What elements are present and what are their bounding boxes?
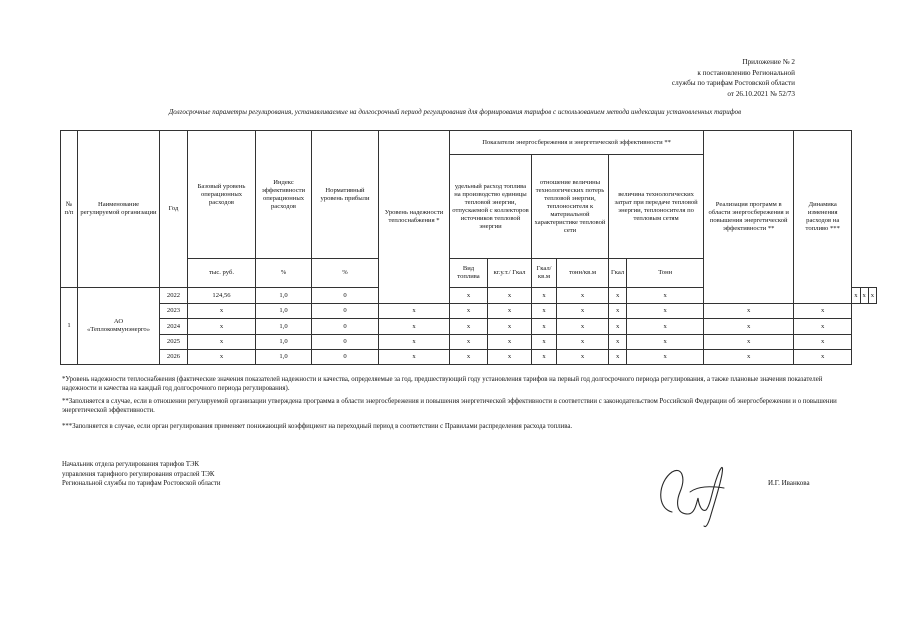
cell-index: 1,0	[256, 350, 312, 365]
appendix-header	[600, 57, 795, 99]
cell: x	[488, 319, 532, 335]
cell: x	[609, 350, 627, 365]
cell-year: 2025	[160, 335, 188, 350]
cell-base: 124,56	[188, 288, 256, 304]
table-row	[61, 350, 877, 365]
position-line: Начальник отдела регулирования тарифов ТЭК	[62, 461, 200, 468]
signatory-name: И.Г. Иванкова	[768, 479, 810, 487]
table-row	[61, 319, 877, 335]
unit-profit: %	[312, 259, 379, 288]
cell-index: 1,0	[256, 319, 312, 335]
cell: x	[557, 335, 609, 350]
header-org: Наименование регулируемой организации	[78, 131, 160, 288]
cell: x	[704, 335, 794, 350]
cell: x	[532, 304, 557, 319]
cell: x	[488, 304, 532, 319]
cell-base: x	[188, 304, 256, 319]
unit-fuel: кг.у.т./ Гкал	[488, 259, 532, 288]
cell: x	[794, 335, 852, 350]
cell-base: x	[188, 335, 256, 350]
cell-profit: 0	[312, 319, 379, 335]
header-base: Базовый уровень операционных расходов	[188, 131, 256, 259]
cell: x	[488, 335, 532, 350]
cell-reliability: x	[379, 304, 450, 319]
table-row	[61, 304, 877, 319]
cell: x	[557, 319, 609, 335]
header-index: Индекс эффективности операционных расходов	[256, 131, 312, 259]
cell: x	[450, 319, 488, 335]
unit-base: тыс. руб.	[188, 259, 256, 288]
org-name: АО «Теплокоммунэнерго»	[78, 288, 160, 365]
handwritten-signature	[650, 452, 730, 530]
cell: x	[557, 304, 609, 319]
cell: x	[557, 288, 609, 304]
signatory-position	[62, 460, 221, 489]
cell: x	[794, 319, 852, 335]
cell: x	[794, 350, 852, 365]
cell: x	[488, 350, 532, 365]
cell: x	[852, 288, 860, 304]
unit-val-2: Тонн	[627, 259, 704, 288]
footnote-2: **Заполняется в случае, если в отношении регулируемой организации утверждена программа в области энергосбережения и повышения энергетической эффективности в соответствии с законодательством Российской Федерации об энергосбережении и о повышении энергетической эффективности.	[62, 398, 837, 415]
position-line: управления тарифного регулирования отраслей ТЭК	[62, 470, 215, 478]
cell-year: 2026	[160, 350, 188, 365]
cell-base: x	[188, 319, 256, 335]
cell: x	[627, 319, 704, 335]
header-losses-ratio: отношение величины технологических потерь тепловой энергии, теплоносителя к материальной характеристике тепловой сети	[532, 155, 609, 259]
unit-loss-2: тонн/кв.м	[557, 259, 609, 288]
cell: x	[627, 350, 704, 365]
cell: x	[704, 350, 794, 365]
cell-index: 1,0	[256, 335, 312, 350]
parameters-table	[60, 130, 877, 365]
cell: x	[557, 350, 609, 365]
document-title: Долгосрочные параметры регулирования, устанавливаемые на долгосрочный период регулирования для формирования тарифов с использованием метода индексации установленных тарифов	[168, 109, 742, 116]
cell: x	[450, 350, 488, 365]
cell: x	[532, 335, 557, 350]
header-profit: Нормативный уровень прибыли	[312, 131, 379, 259]
footnote-1: *Уровень надежности теплоснабжения (фактические значения показателей надежности и качества, определяемые за год, предшествующий году установления тарифов на первый год долгосрочного периода регулирования, а также плановые значения показателей надежности и качества на каждый год долгосрочного периода регулирования).	[62, 376, 823, 393]
header-programs: Реализация программ в области энергосбережения и повышения энергетической эффективности **	[704, 131, 794, 304]
position-line: Региональной службы по тарифам Ростовской области	[62, 480, 221, 488]
cell: x	[450, 304, 488, 319]
cell: x	[450, 335, 488, 350]
header-losses-value: величина технологических затрат при передаче тепловой энергии, теплоносителя по тепловым сетям	[609, 155, 704, 259]
header-num: № п/п	[61, 131, 78, 288]
cell-reliability: x	[379, 350, 450, 365]
unit-index: %	[256, 259, 312, 288]
cell: x	[488, 288, 532, 304]
cell-profit: 0	[312, 288, 379, 304]
cell: x	[609, 319, 627, 335]
cell: x	[868, 288, 876, 304]
cell-reliability: x	[379, 335, 450, 350]
header-reliability: Уровень надежности теплоснабжения *	[379, 131, 450, 304]
appendix-line: службы по тарифам Ростовской области	[671, 79, 795, 87]
cell-reliability: x	[379, 319, 450, 335]
unit-fuel-kind: Вид топлива	[450, 259, 488, 288]
cell: x	[532, 350, 557, 365]
cell-profit: 0	[312, 350, 379, 365]
cell: x	[627, 288, 704, 304]
cell: x	[704, 319, 794, 335]
cell: x	[794, 304, 852, 319]
cell: x	[532, 288, 557, 304]
cell-index: 1,0	[256, 288, 312, 304]
footnote-3: ***Заполняется в случае, если орган регулирования применяет понижающий коэффициент на переходный период в соответствии с Правилами распределения расхода топлива.	[62, 423, 573, 430]
cell: x	[704, 304, 794, 319]
cell: x	[609, 304, 627, 319]
cell-profit: 0	[312, 304, 379, 319]
cell-year: 2023	[160, 304, 188, 319]
cell-base: x	[188, 350, 256, 365]
header-year: Год	[160, 131, 188, 288]
cell-year: 2024	[160, 319, 188, 335]
cell: x	[609, 335, 627, 350]
unit-val-1: Гкал	[609, 259, 627, 288]
cell: x	[627, 335, 704, 350]
cell-index: 1,0	[256, 304, 312, 319]
header-fuel: удельный расход топлива на производство единицы тепловой энергии, отпускаемой с коллекторов источников тепловой энергии	[450, 155, 532, 259]
table-row	[61, 335, 877, 350]
cell-profit: 0	[312, 335, 379, 350]
cell-reliability: x	[450, 288, 488, 304]
header-energy-group: Показатели энергосбережения и энергетической эффективности **	[450, 131, 704, 155]
cell: x	[532, 319, 557, 335]
row-number: 1	[61, 288, 78, 365]
unit-loss-1: Гкал/ кв.м	[532, 259, 557, 288]
header-dynamics: Динамика изменения расходов на топливо ***	[794, 131, 852, 304]
appendix-line: Приложение № 2	[742, 58, 795, 66]
appendix-line: от 26.10.2021 № 52/73	[727, 89, 795, 98]
cell: x	[609, 288, 627, 304]
cell-year: 2022	[160, 288, 188, 304]
appendix-line: к постановлению Региональной	[697, 68, 795, 77]
cell: x	[860, 288, 868, 304]
cell: x	[627, 304, 704, 319]
